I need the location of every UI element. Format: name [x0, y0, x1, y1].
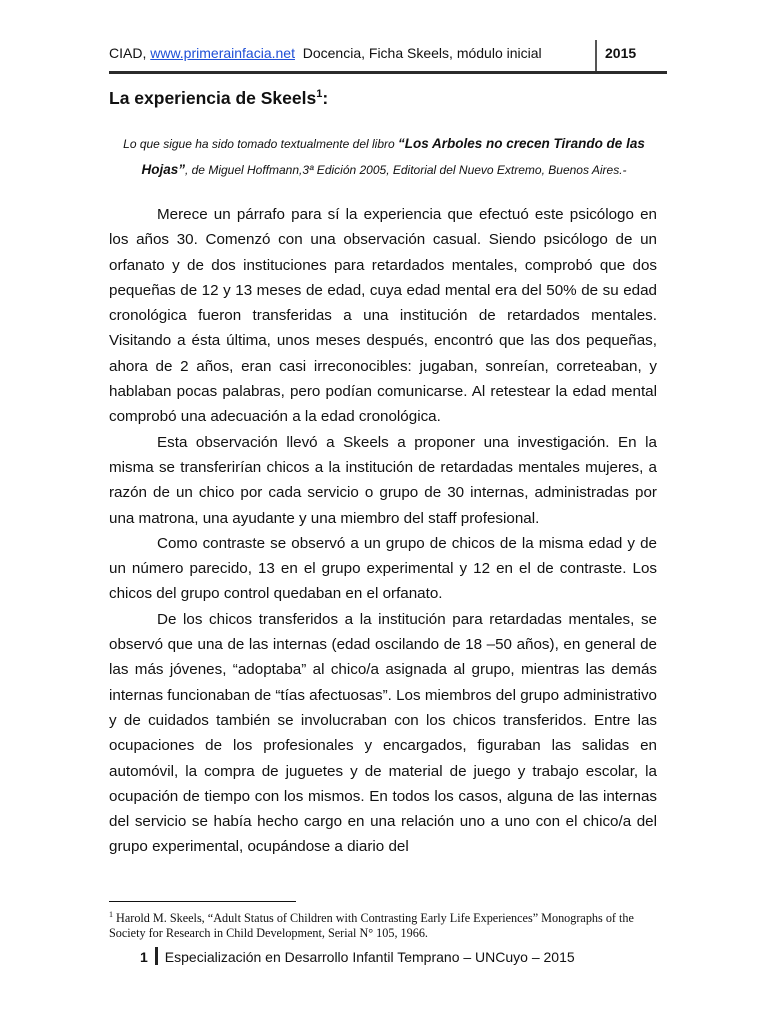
paragraph-4: De los chicos transferidos a la institución para retardadas mentales, se observó que una de las internas (edad oscilando de 18 –50 años), en general de las más jóvenes, “adoptaba” al chico/a asignada al grupo, mientras las demás internas funcionaban de “tías afectuosas”. Los miembros del grupo administrativo y de cuidados también se involucraban con los chicos transferidos. Entre las ocupaciones de los profesionales y encargados, figuraban las salidas en automóvil, la compra de juguetes y de material de juego y trabajo escolar, la ocupación de tiempo con los mismos. En todos los casos, alguna de las internas del servicio se había hecho cargo en una relación uno a uno con el chico/a del grupo experimental, ocupándose a diario del [109, 610, 657, 856]
header-subtitle: Docencia, Ficha Skeels, módulo inicial [302, 45, 542, 61]
body-text [109, 202, 657, 860]
header-text [109, 45, 542, 61]
intro-citation [109, 131, 659, 183]
header-year: 2015 [605, 45, 637, 61]
paragraph-1: Merece un párrafo para sí la experiencia que efectuó este psicólogo en los años 30. Comenzó con una observación casual. Siendo psicólogo de un orfanato y de dos instituciones para retardados mentales, comprobó que dos pequeñas de 12 y 13 meses de edad, cuya edad mental era del 50% de su edad cronológica fueron transferidas a una institución de retardados mentales. Visitando a ésta última, unos meses después, encontró que las dos pequeñas, ahora de 2 años, eran casi irreconocibles: jugaban, sonreían, correteaban, y hablaban pocas palabras, pero podían comunicarse. Al retestear la edad mental comprobó una adecuación a la edad cronológica. [109, 206, 657, 426]
footnote-number: 1 [109, 910, 113, 919]
document-title [109, 88, 328, 109]
page-header [109, 40, 667, 74]
page-footer [140, 947, 575, 969]
paragraph-2: Esta observación llevó a Skeels a proponer una investigación. En la misma se transferirían chicos a la institución de retardadas mentales mujeres, a razón de un chico por cada servicio o grupo de 30 internas, administradas por una matrona, una ayudante y una miembro del staff profesional. [109, 433, 657, 527]
book-title-line2: Hojas” [141, 162, 185, 177]
footnote-rule [109, 901, 296, 902]
page-number: 1 [140, 949, 148, 965]
title-colon: : [322, 88, 329, 108]
footer-divider [155, 947, 158, 965]
footnote-text: Harold M. Skeels, “Adult Status of Children with Contrasting Early Life Experiences” Monographs of the Society for Research in Child Development, Serial N° 105, 1966. [109, 911, 634, 941]
title-footnote-ref[interactable]: 1 [316, 88, 323, 101]
book-title-line1: “Los Arboles no crecen Tirando de las [398, 136, 645, 151]
footer-text: Especialización en Desarrollo Infantil Temprano – UNCuyo – 2015 [164, 949, 575, 965]
intro-part2: , de Miguel Hoffmann,3ª Edición 2005, Editorial del Nuevo Extremo, Buenos Aires.- [184, 163, 627, 177]
intro-part1: Lo que sigue ha sido tomado textualmente del libro [123, 137, 399, 151]
paragraph-3: Como contraste se observó a un grupo de chicos de la misma edad y de un número parecido, 13 en el grupo experimental y 12 en el de contraste. Los chicos del grupo control quedaban en el orfanato. [109, 534, 657, 603]
header-prefix: CIAD, [109, 45, 151, 61]
primerainfacia-link[interactable]: www.primerainfacia.net [150, 45, 295, 61]
header-divider [595, 40, 597, 71]
title-text: La experiencia de Skeels [109, 88, 317, 108]
footnote [109, 907, 657, 941]
